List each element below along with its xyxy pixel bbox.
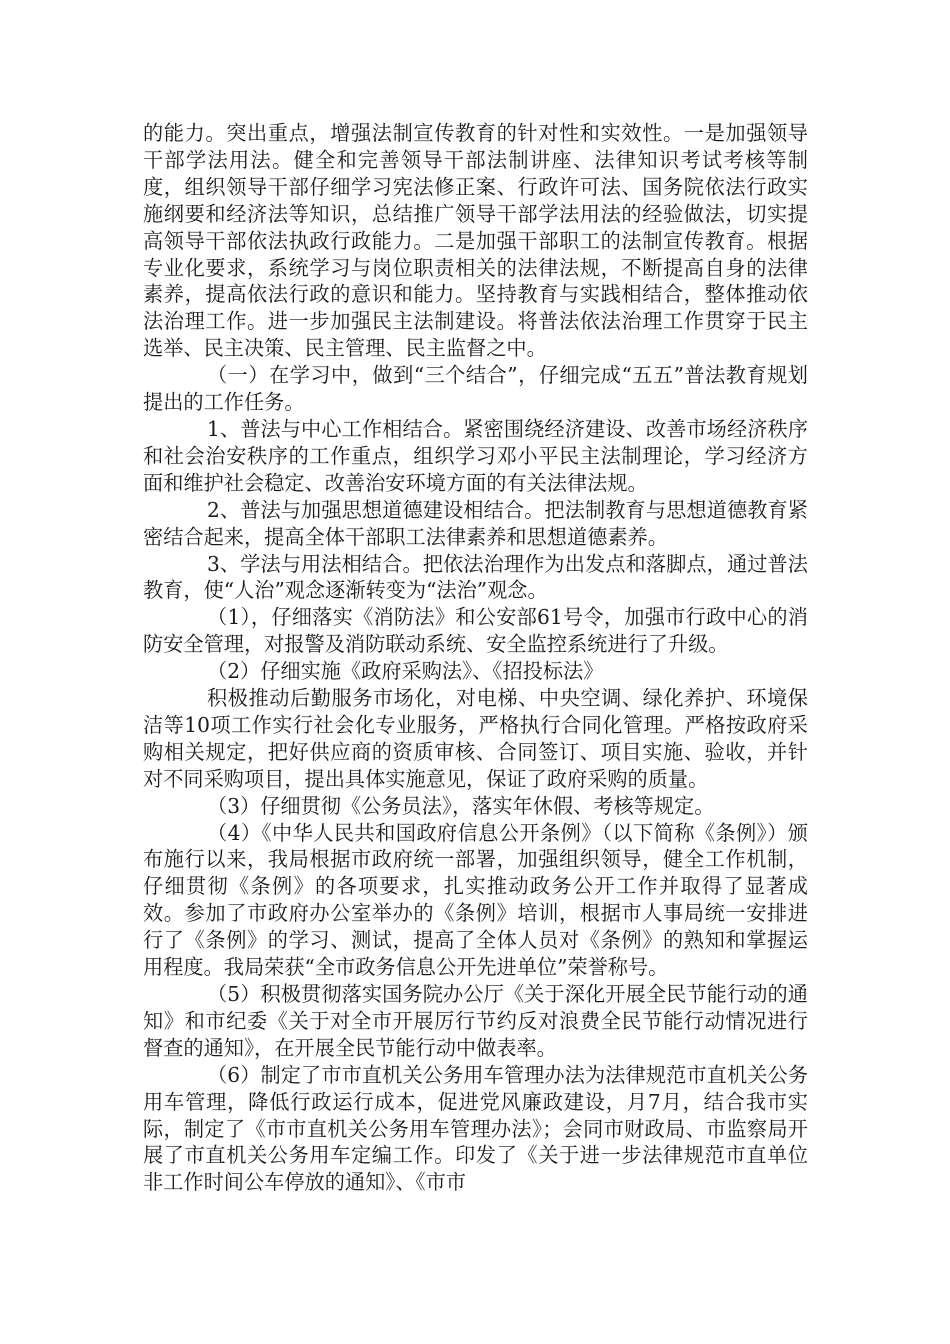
document-body xyxy=(143,120,808,1196)
paragraph-item-3: 3、学法与用法相结合。把依法治理作为出发点和落脚点，通过普法教育，使“人治”观念逐渐转变为“法治”观念。 xyxy=(143,551,808,603)
paragraph-subitem-1: （1），仔细落实《消防法》和公安部61号令，加强市行政中心的消防安全管理，对报警及消防联动系统、安全监控系统进行了升级。 xyxy=(143,605,808,657)
paragraph-item-2: 2、普法与加强思想道德建设相结合。把法制教育与思想道德教育紧密结合起来，提高全体干部职工法律素养和思想道德素养。 xyxy=(143,497,808,549)
paragraph-item-1: 1、普法与中心工作相结合。紧密围绕经济建设、改善市场经济秩序和社会治安秩序的工作重点，组织学习邓小平民主法制理论，学习经济方面和维护社会稳定、改善治安环境方面的有关法律法规。 xyxy=(143,416,808,495)
paragraph-subitem-2: （2）仔细实施《政府采购法》、《招投标法》 xyxy=(207,659,604,684)
paragraph-subitem-4: （4）《中华人民共和国政府信息公开条例》（以下简称《条例》）颁布施行以来，我局根据市政府统一部署，加强组织领导，健全工作机制，仔细贯彻《条例》的各项要求，扎实推动政务公开工作并取得了显著成效。参加了市政府办公室举办的《条例》培训，根据市人事局统一安排进行了《条例》的学习、测试，提高了全体人员对《条例》的熟知和掌握运用程度。我局荣获“全市政务信息公开先进单位”荣誉称号。 xyxy=(143,820,808,980)
paragraph-subitem-3: （3）仔细贯彻《公务员法》，落实年休假、考核等规定。 xyxy=(207,793,715,818)
paragraph-subitem-6: （6）制定了市市直机关公务用车管理办法为法律规范市直机关公务用车管理，降低行政运行成本，促进党风廉政建设，月7月，结合我市实际，制定了《市市直机关公务用车管理办法》；会同市财政局、市监察局开展了市直机关公务用车定编工作。印发了《关于进一步法律规范市直单位非工作时间公车停放的通知》、《市市 xyxy=(143,1062,808,1195)
paragraph-subitem-5: （5）积极贯彻落实国务院办公厅《关于深化开展全民节能行动的通知》和市纪委《关于对全市开展厉行节约反对浪费全民节能行动情况进行督查的通知》，在开展全民节能行动中做表率。 xyxy=(143,982,808,1060)
paragraph-section-one-heading: （一）在学习中，做到“三个结合”，仔细完成“五五”普法教育规划提出的工作任务。 xyxy=(143,363,808,415)
paragraph-subitem-2-detail: 积极推动后勤服务市场化，对电梯、中央空调、绿化养护、环境保洁等10项工作实行社会化专业服务，严格执行合同化管理。严格按政府采购相关规定，把好供应商的资质审核、合同签订、项目实施、验收，并针对不同采购项目，提出具体实施意见，保证了政府采购的质量。 xyxy=(143,686,808,791)
paragraph-intro: 的能力。突出重点，增强法制宣传教育的针对性和实效性。一是加强领导干部学法用法。健全和完善领导干部法制讲座、法律知识考试考核等制度，组织领导干部仔细学习宪法修正案、行政许可法、国务院依法行政实施纲要和经济法等知识，总结推广领导干部学法用法的经验做法，切实提高领导干部依法执政行政能力。二是加强干部职工的法制宣传教育。根据专业化要求，系统学习与岗位职责相关的法律法规，不断提高自身的法律素养，提高依法行政的意识和能力。坚持教育与实践相结合，整体推动依法治理工作。进一步加强民主法制建设。将普法依法治理工作贯穿于民主选举、民主决策、民主管理、民主监督之中。 xyxy=(143,121,808,361)
